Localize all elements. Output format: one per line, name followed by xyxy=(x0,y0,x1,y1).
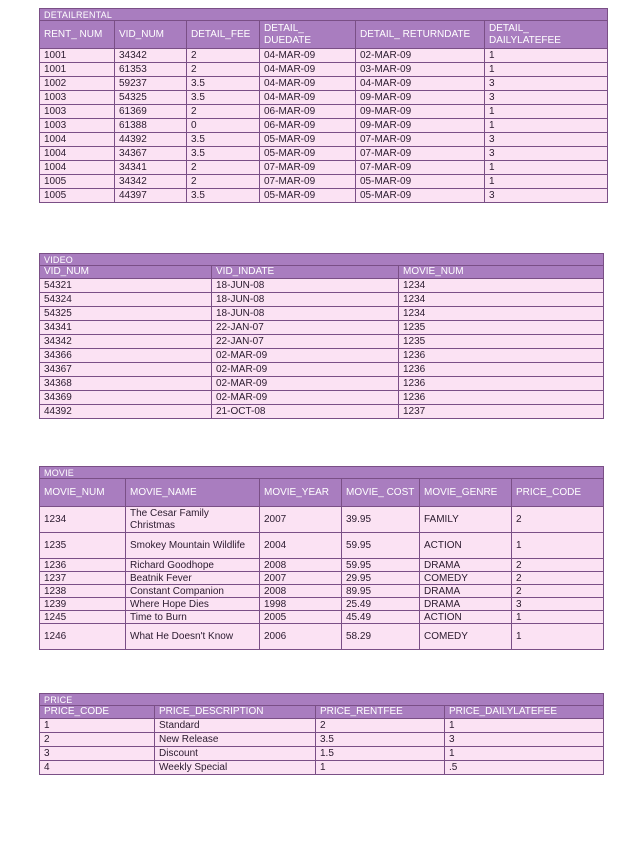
table-cell: 07-MAR-09 xyxy=(356,147,485,161)
table-cell: 1003 xyxy=(40,91,115,105)
movie-table xyxy=(39,466,604,650)
table-cell: 02-MAR-09 xyxy=(212,363,399,377)
table-cell: 2 xyxy=(512,585,604,598)
column-header: MOVIE_NUM xyxy=(40,479,126,507)
table-row xyxy=(40,761,604,775)
table-row xyxy=(40,307,604,321)
table-cell: 04-MAR-09 xyxy=(260,77,356,91)
column-header: VID_NUM xyxy=(115,21,187,49)
table-cell: 1004 xyxy=(40,147,115,161)
video-table-block xyxy=(39,253,603,419)
table-cell: 1 xyxy=(512,611,604,624)
table-title: DETAILRENTAL xyxy=(40,9,608,21)
table-row xyxy=(40,105,608,119)
table-cell: 2 xyxy=(187,49,260,63)
table-cell: 1 xyxy=(485,119,608,133)
table-cell: 02-MAR-09 xyxy=(212,391,399,405)
table-cell: 1 xyxy=(512,624,604,650)
column-header: MOVIE_NAME xyxy=(126,479,260,507)
table-cell: 3.5 xyxy=(316,733,445,747)
table-cell: 29.95 xyxy=(342,572,420,585)
table-cell: 3 xyxy=(485,77,608,91)
table-cell: 34341 xyxy=(40,321,212,335)
table-cell: 3 xyxy=(485,147,608,161)
table-cell: 3 xyxy=(445,733,604,747)
table-cell: 0 xyxy=(187,119,260,133)
table-cell: 1234 xyxy=(399,279,604,293)
table-row xyxy=(40,598,604,611)
table-cell: 07-MAR-09 xyxy=(260,161,356,175)
table-row xyxy=(40,77,608,91)
table-cell: 18-JUN-08 xyxy=(212,279,399,293)
column-header: DETAIL_ DAILYLATEFEE xyxy=(485,21,608,49)
table-cell: 1237 xyxy=(399,405,604,419)
table-row xyxy=(40,49,608,63)
table-cell: 1238 xyxy=(40,585,126,598)
table-cell: 04-MAR-09 xyxy=(260,91,356,105)
table-cell: 1237 xyxy=(40,572,126,585)
column-header: PRICE_RENTFEE xyxy=(316,706,445,719)
table-cell: Beatnik Fever xyxy=(126,572,260,585)
table-cell: 2 xyxy=(512,572,604,585)
table-row xyxy=(40,63,608,77)
price-table xyxy=(39,693,604,775)
table-row xyxy=(40,335,604,349)
table-cell: 3.5 xyxy=(187,77,260,91)
table-cell: 1 xyxy=(445,719,604,733)
table-cell: 34341 xyxy=(115,161,187,175)
table-cell: 21-OCT-08 xyxy=(212,405,399,419)
table-cell: 09-MAR-09 xyxy=(356,91,485,105)
table-cell: 2 xyxy=(512,559,604,572)
table-row xyxy=(40,747,604,761)
table-cell: 1004 xyxy=(40,161,115,175)
table-cell: 2004 xyxy=(260,533,342,559)
table-row xyxy=(40,533,604,559)
table-cell: Standard xyxy=(155,719,316,733)
table-cell: 05-MAR-09 xyxy=(260,147,356,161)
column-header: PRICE_DAILYLATEFEE xyxy=(445,706,604,719)
table-cell: 1 xyxy=(40,719,155,733)
table-cell: 54325 xyxy=(115,91,187,105)
table-cell: Smokey Mountain Wildlife xyxy=(126,533,260,559)
header-row xyxy=(40,479,604,507)
table-cell: 59237 xyxy=(115,77,187,91)
table-cell: 1 xyxy=(485,161,608,175)
table-cell: 3.5 xyxy=(187,147,260,161)
table-row xyxy=(40,585,604,598)
table-cell: 1234 xyxy=(40,507,126,533)
table-row xyxy=(40,133,608,147)
table-cell: 1236 xyxy=(399,363,604,377)
column-header: VID_INDATE xyxy=(212,266,399,279)
table-cell: 07-MAR-09 xyxy=(260,175,356,189)
table-row xyxy=(40,189,608,203)
table-cell: 54321 xyxy=(40,279,212,293)
table-row xyxy=(40,733,604,747)
table-cell: ACTION xyxy=(420,611,512,624)
table-cell: 1005 xyxy=(40,175,115,189)
table-cell: 61353 xyxy=(115,63,187,77)
table-cell: 1003 xyxy=(40,119,115,133)
table-cell: 02-MAR-09 xyxy=(212,377,399,391)
table-cell: 1005 xyxy=(40,189,115,203)
table-cell: 3 xyxy=(512,598,604,611)
table-row xyxy=(40,507,604,533)
column-header: PRICE_DESCRIPTION xyxy=(155,706,316,719)
table-cell: The Cesar Family Christmas xyxy=(126,507,260,533)
table-cell: 2 xyxy=(187,161,260,175)
table-cell: 04-MAR-09 xyxy=(356,77,485,91)
table-cell: 18-JUN-08 xyxy=(212,293,399,307)
table-cell: 09-MAR-09 xyxy=(356,119,485,133)
table-cell: 1239 xyxy=(40,598,126,611)
table-cell: 58.29 xyxy=(342,624,420,650)
table-cell: COMEDY xyxy=(420,572,512,585)
column-header: MOVIE_GENRE xyxy=(420,479,512,507)
table-cell: 1002 xyxy=(40,77,115,91)
table-cell: 3.5 xyxy=(187,133,260,147)
table-cell: 1235 xyxy=(40,533,126,559)
table-cell: 1234 xyxy=(399,307,604,321)
table-row xyxy=(40,175,608,189)
table-cell: 2 xyxy=(40,733,155,747)
table-cell: Discount xyxy=(155,747,316,761)
header-row xyxy=(40,21,608,49)
table-cell: 54325 xyxy=(40,307,212,321)
table-cell: 2 xyxy=(187,105,260,119)
table-cell: 1001 xyxy=(40,49,115,63)
table-row xyxy=(40,391,604,405)
table-cell: 1246 xyxy=(40,624,126,650)
table-cell: 54324 xyxy=(40,293,212,307)
table-cell: 61388 xyxy=(115,119,187,133)
table-cell: 1236 xyxy=(40,559,126,572)
header-row xyxy=(40,706,604,719)
table-row xyxy=(40,279,604,293)
table-cell: 07-MAR-09 xyxy=(356,133,485,147)
table-cell: COMEDY xyxy=(420,624,512,650)
table-cell: 2 xyxy=(316,719,445,733)
table-cell: 1 xyxy=(485,175,608,189)
table-cell: 2 xyxy=(512,507,604,533)
table-row xyxy=(40,572,604,585)
table-row xyxy=(40,377,604,391)
table-cell: 44392 xyxy=(115,133,187,147)
table-cell: 02-MAR-09 xyxy=(356,49,485,63)
table-cell: 2008 xyxy=(260,585,342,598)
table-cell: 34342 xyxy=(115,49,187,63)
table-cell: 2006 xyxy=(260,624,342,650)
table-cell: 34342 xyxy=(115,175,187,189)
table-cell: 34367 xyxy=(40,363,212,377)
column-header: VID_NUM xyxy=(40,266,212,279)
table-cell: 1234 xyxy=(399,293,604,307)
table-cell: 25.49 xyxy=(342,598,420,611)
table-row xyxy=(40,349,604,363)
table-cell: 44397 xyxy=(115,189,187,203)
table-row xyxy=(40,161,608,175)
table-cell: 1 xyxy=(316,761,445,775)
table-cell: 07-MAR-09 xyxy=(356,161,485,175)
table-cell: 1245 xyxy=(40,611,126,624)
table-cell: 2 xyxy=(187,63,260,77)
table-cell: 34367 xyxy=(115,147,187,161)
movie-table-block xyxy=(39,466,603,650)
table-cell: DRAMA xyxy=(420,559,512,572)
table-cell: 59.95 xyxy=(342,533,420,559)
table-cell: 3 xyxy=(485,133,608,147)
table-cell: 2007 xyxy=(260,507,342,533)
table-cell: 3.5 xyxy=(187,91,260,105)
column-header: DETAIL_ RETURNDATE xyxy=(356,21,485,49)
price-table-block xyxy=(39,693,603,775)
table-cell: What He Doesn't Know xyxy=(126,624,260,650)
table-cell: 05-MAR-09 xyxy=(356,175,485,189)
table-cell: 1235 xyxy=(399,321,604,335)
table-cell: 05-MAR-09 xyxy=(260,189,356,203)
table-cell: 1235 xyxy=(399,335,604,349)
table-row xyxy=(40,611,604,624)
column-header: MOVIE_YEAR xyxy=(260,479,342,507)
table-row xyxy=(40,91,608,105)
table-cell: 34342 xyxy=(40,335,212,349)
table-cell: 2 xyxy=(187,175,260,189)
table-row xyxy=(40,405,604,419)
table-cell: 34366 xyxy=(40,349,212,363)
table-cell: 06-MAR-09 xyxy=(260,105,356,119)
table-cell: 89.95 xyxy=(342,585,420,598)
table-cell: 1 xyxy=(512,533,604,559)
table-row xyxy=(40,147,608,161)
table-cell: 2007 xyxy=(260,572,342,585)
table-cell: 2005 xyxy=(260,611,342,624)
table-cell: DRAMA xyxy=(420,585,512,598)
table-cell: 45.49 xyxy=(342,611,420,624)
table-cell: 1236 xyxy=(399,391,604,405)
table-cell: Richard Goodhope xyxy=(126,559,260,572)
table-cell: New Release xyxy=(155,733,316,747)
table-cell: 04-MAR-09 xyxy=(260,49,356,63)
table-cell: 44392 xyxy=(40,405,212,419)
table-row xyxy=(40,624,604,650)
table-cell: 03-MAR-09 xyxy=(356,63,485,77)
table-cell: 1236 xyxy=(399,377,604,391)
table-title: PRICE xyxy=(40,694,604,706)
video-table xyxy=(39,253,604,419)
table-row xyxy=(40,719,604,733)
table-cell: 1998 xyxy=(260,598,342,611)
table-cell: FAMILY xyxy=(420,507,512,533)
table-cell: 39.95 xyxy=(342,507,420,533)
column-header: DETAIL_FEE xyxy=(187,21,260,49)
column-header: MOVIE_ COST xyxy=(342,479,420,507)
table-row xyxy=(40,293,604,307)
table-cell: 06-MAR-09 xyxy=(260,119,356,133)
table-cell: 18-JUN-08 xyxy=(212,307,399,321)
table-cell: ACTION xyxy=(420,533,512,559)
column-header: RENT_ NUM xyxy=(40,21,115,49)
table-cell: 3.5 xyxy=(187,189,260,203)
table-cell: 02-MAR-09 xyxy=(212,349,399,363)
table-cell: 04-MAR-09 xyxy=(260,63,356,77)
table-cell: 1 xyxy=(485,63,608,77)
table-cell: 2008 xyxy=(260,559,342,572)
table-cell: .5 xyxy=(445,761,604,775)
table-title: VIDEO xyxy=(40,254,604,266)
table-cell: Constant Companion xyxy=(126,585,260,598)
table-cell: 34368 xyxy=(40,377,212,391)
table-cell: 1236 xyxy=(399,349,604,363)
table-cell: DRAMA xyxy=(420,598,512,611)
detailrental-table xyxy=(39,8,608,203)
table-cell: Where Hope Dies xyxy=(126,598,260,611)
column-header: DETAIL_ DUEDATE xyxy=(260,21,356,49)
column-header: MOVIE_NUM xyxy=(399,266,604,279)
table-cell: 61369 xyxy=(115,105,187,119)
table-cell: 3 xyxy=(485,91,608,105)
table-row xyxy=(40,119,608,133)
table-cell: 3 xyxy=(40,747,155,761)
table-cell: Time to Burn xyxy=(126,611,260,624)
column-header: PRICE_CODE xyxy=(512,479,604,507)
table-cell: 34369 xyxy=(40,391,212,405)
column-header: PRICE_CODE xyxy=(40,706,155,719)
table-cell: 09-MAR-09 xyxy=(356,105,485,119)
table-cell: 1004 xyxy=(40,133,115,147)
table-cell: 4 xyxy=(40,761,155,775)
detailrental-table-block xyxy=(39,8,607,203)
table-cell: 22-JAN-07 xyxy=(212,335,399,349)
table-cell: 1 xyxy=(485,105,608,119)
table-cell: Weekly Special xyxy=(155,761,316,775)
table-cell: 1001 xyxy=(40,63,115,77)
table-row xyxy=(40,363,604,377)
table-cell: 1.5 xyxy=(316,747,445,761)
table-title: MOVIE xyxy=(40,467,604,479)
table-row xyxy=(40,321,604,335)
table-row xyxy=(40,559,604,572)
table-cell: 3 xyxy=(485,189,608,203)
table-cell: 05-MAR-09 xyxy=(260,133,356,147)
header-row xyxy=(40,266,604,279)
table-cell: 59.95 xyxy=(342,559,420,572)
table-cell: 1003 xyxy=(40,105,115,119)
table-cell: 05-MAR-09 xyxy=(356,189,485,203)
table-cell: 22-JAN-07 xyxy=(212,321,399,335)
table-cell: 1 xyxy=(445,747,604,761)
table-cell: 1 xyxy=(485,49,608,63)
